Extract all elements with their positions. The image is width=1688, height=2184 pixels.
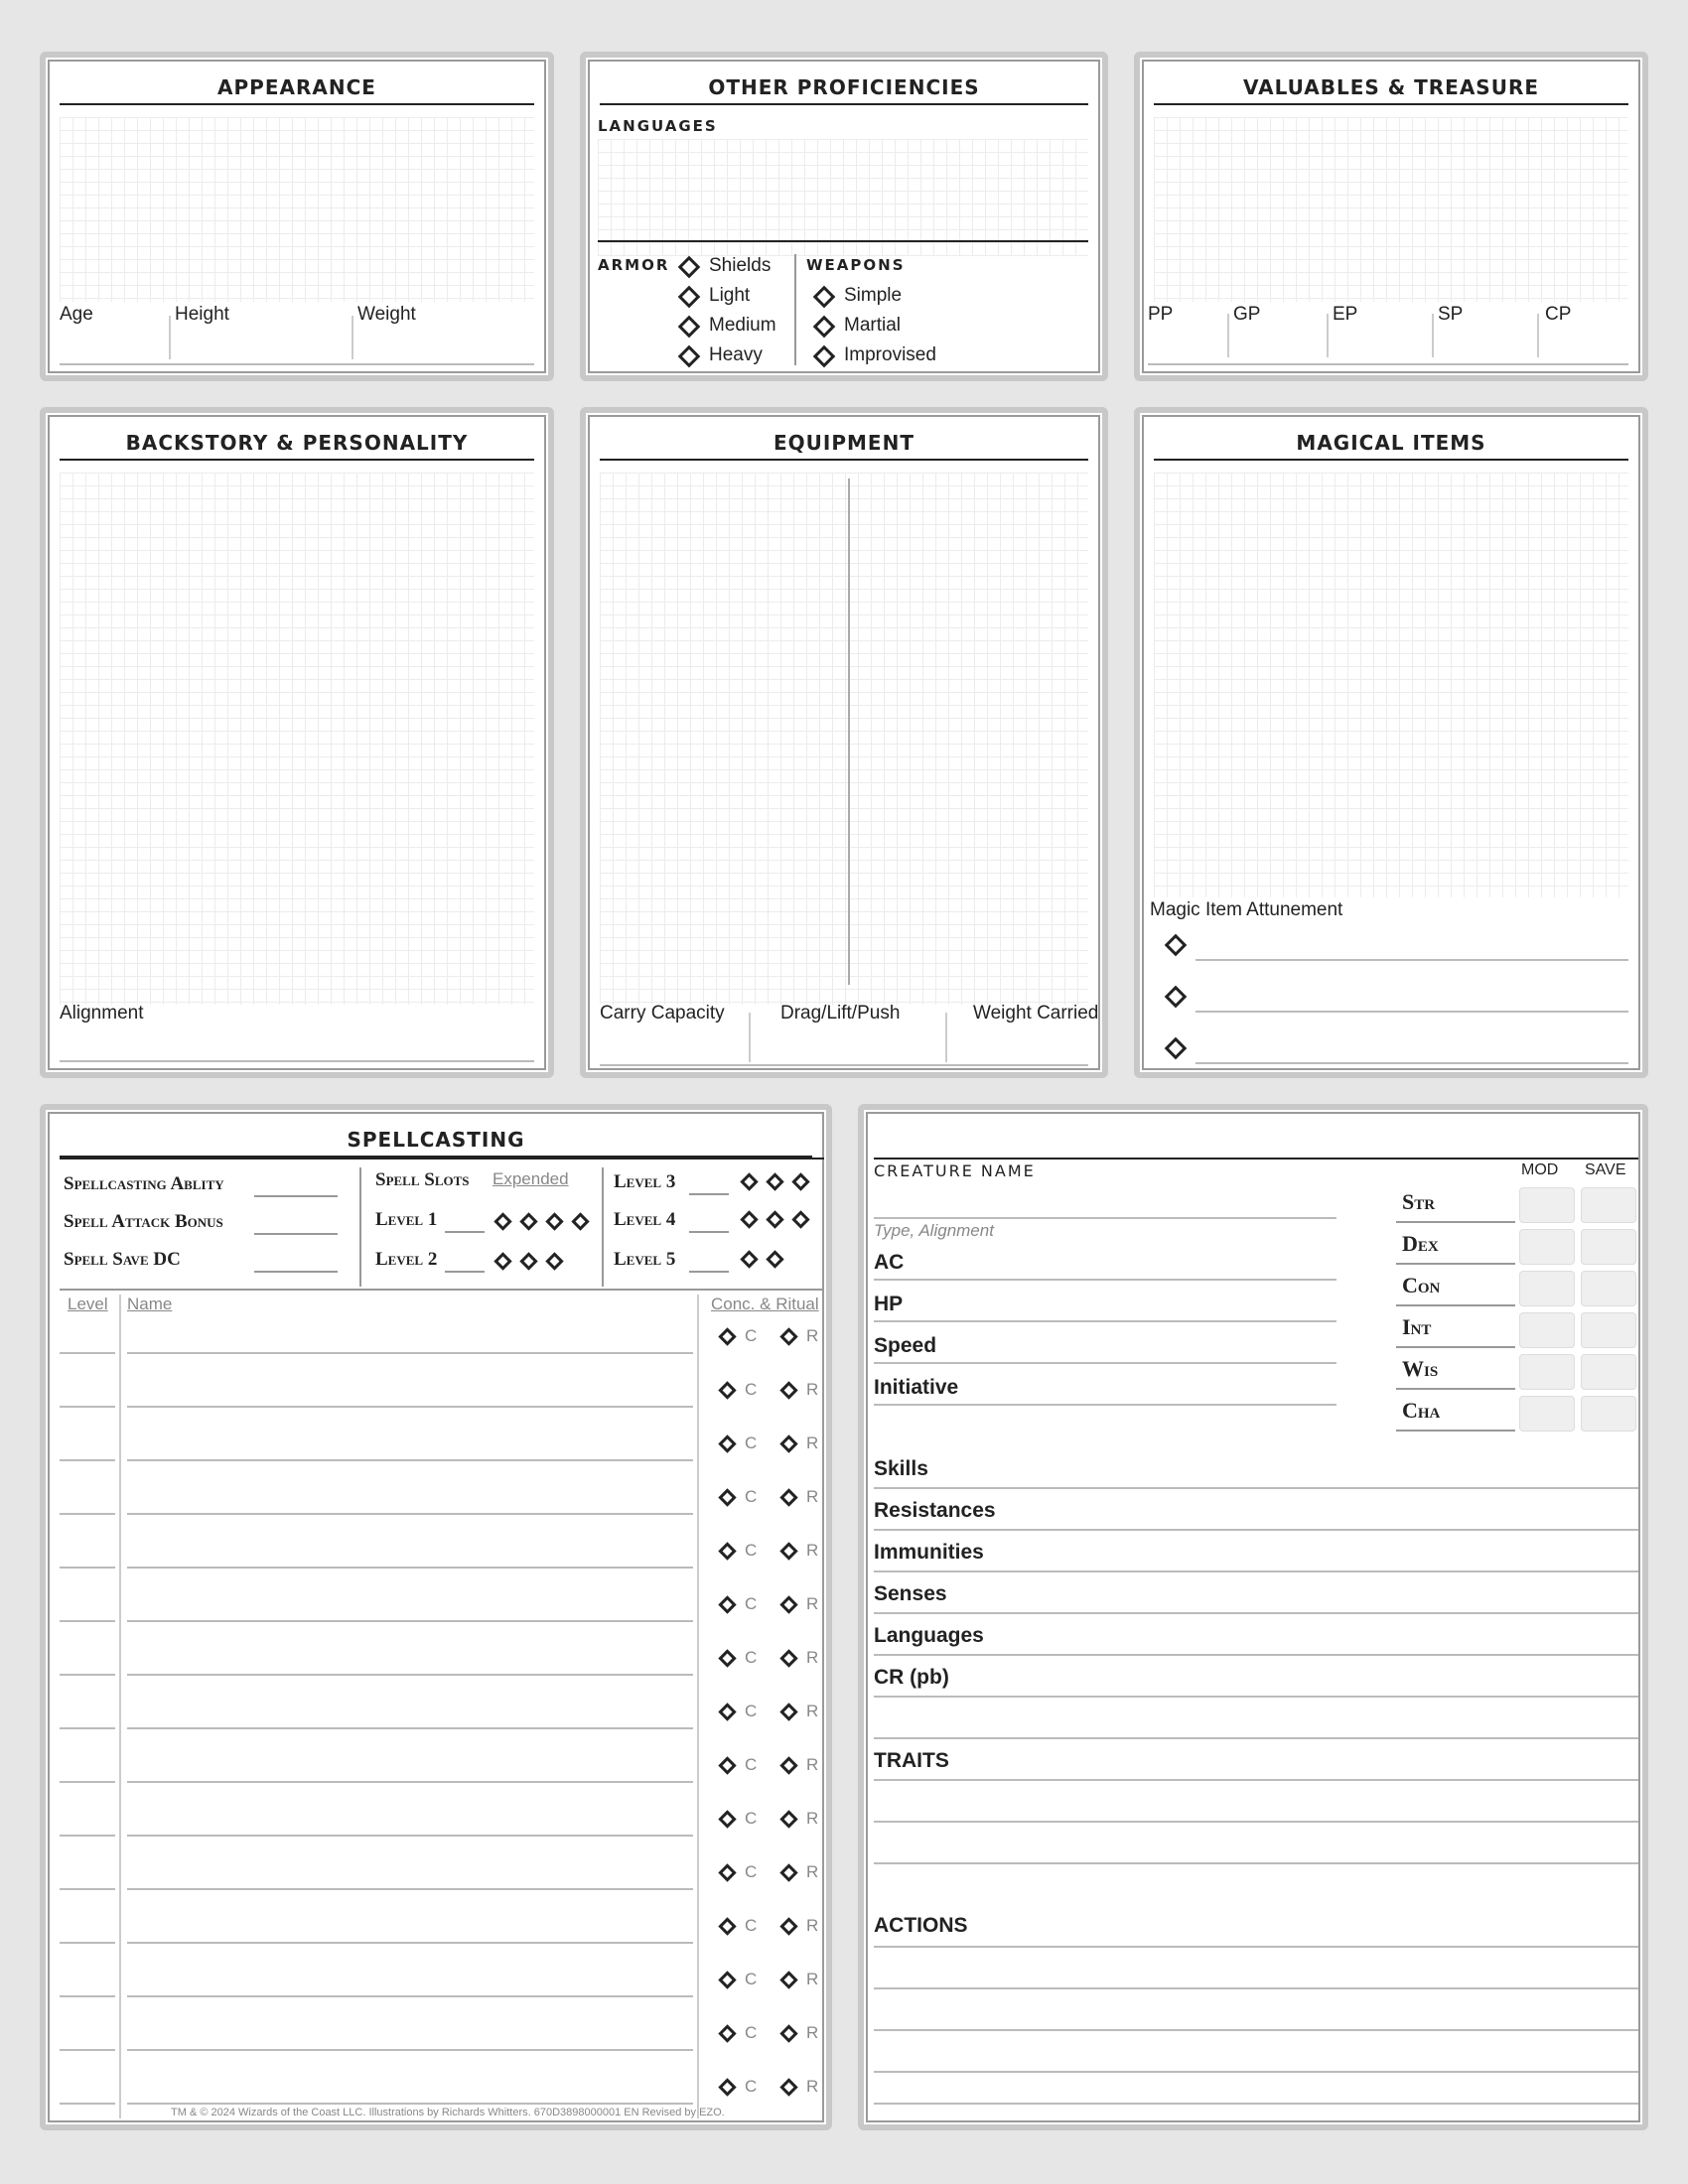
ritual-checkbox[interactable] [779, 1327, 797, 1345]
expended-label: Expended [492, 1169, 569, 1188]
ritual-label: R [806, 1433, 819, 1452]
concentration-label: C [745, 1862, 758, 1881]
languages-divider [598, 240, 1088, 242]
spell-level-field[interactable] [60, 1620, 115, 1622]
ability-underline [1396, 1221, 1515, 1223]
ritual-label: R [806, 1702, 819, 1720]
ability-mod-field[interactable] [1519, 1354, 1575, 1390]
ability-int-label: Int [1402, 1314, 1432, 1339]
ability-save-field[interactable] [1581, 1229, 1636, 1265]
attunement-checkbox[interactable] [1165, 986, 1188, 1009]
concentration-label: C [745, 1541, 758, 1560]
equipment-grid[interactable] [600, 473, 1088, 1005]
spell-slots-label: Spell Slots [375, 1169, 470, 1190]
creature-top-rule [874, 1158, 1638, 1160]
column-name-header: Name [127, 1295, 173, 1313]
spell-name-field[interactable] [127, 1459, 693, 1461]
skills-label: Skills [874, 1457, 928, 1480]
concentration-label: C [745, 1809, 758, 1828]
spell-slot-checkbox[interactable] [766, 1250, 783, 1268]
concentration-checkbox[interactable] [718, 1595, 736, 1613]
spell-slot-checkbox[interactable] [791, 1172, 809, 1190]
ritual-checkbox[interactable] [779, 1595, 797, 1613]
concentration-checkbox[interactable] [718, 1703, 736, 1720]
divider [1432, 314, 1434, 357]
divider [359, 1167, 361, 1287]
concentration-checkbox[interactable] [718, 1971, 736, 1988]
level-2-label: Level 2 [375, 1249, 438, 1270]
heavy-armor-label: Heavy [709, 344, 763, 365]
ritual-checkbox[interactable] [779, 1703, 797, 1720]
action-line[interactable] [874, 2103, 1638, 2105]
divider [169, 316, 171, 359]
spell-slot-checkbox[interactable] [740, 1210, 758, 1228]
weapons-label: WEAPONS [806, 256, 906, 274]
height-label: Height [175, 304, 229, 325]
concentration-checkbox[interactable] [718, 1488, 736, 1506]
spell-slot-checkbox[interactable] [493, 1212, 511, 1230]
ritual-checkbox[interactable] [779, 1488, 797, 1506]
coin-field-line[interactable] [1148, 363, 1628, 365]
coin-gp-label: GP [1233, 304, 1261, 325]
ability-cha-label: Cha [1402, 1398, 1441, 1423]
concentration-checkbox[interactable] [718, 1327, 736, 1345]
appearance-title: APPEARANCE [60, 69, 534, 105]
spell-level-field[interactable] [60, 1459, 115, 1461]
ability-save-field[interactable] [1581, 1354, 1636, 1390]
resistances-field[interactable] [874, 1529, 1638, 1531]
backstory-panel [40, 407, 554, 1078]
spell-level-field[interactable] [60, 1513, 115, 1515]
spell-slot-checkbox[interactable] [519, 1252, 537, 1270]
coin-cp-label: CP [1545, 304, 1572, 325]
concentration-label: C [745, 2023, 758, 2042]
spell-level-field[interactable] [60, 1406, 115, 1408]
column-level-header: Level [68, 1295, 108, 1313]
skills-field[interactable] [874, 1487, 1638, 1489]
concentration-checkbox[interactable] [718, 1434, 736, 1452]
languages-label: Languages [874, 1624, 984, 1647]
alignment-label: Alignment [60, 1003, 144, 1024]
concentration-label: C [745, 1326, 758, 1345]
divider [945, 1013, 947, 1062]
equipment-field-line[interactable] [600, 1064, 1088, 1066]
speed-label: Speed [874, 1334, 937, 1357]
attunement-label: Magic Item Attunement [1150, 899, 1343, 920]
spell-save-dc-label: Spell Save DC [64, 1249, 181, 1270]
spell-name-field[interactable] [127, 1995, 693, 1997]
valuables-panel [1134, 52, 1648, 381]
concentration-checkbox[interactable] [718, 1649, 736, 1667]
traits-label: TRAITS [874, 1749, 949, 1772]
martial-weapon-label: Martial [844, 315, 902, 336]
ritual-label: R [806, 2077, 819, 2096]
languages-grid[interactable] [598, 139, 1088, 256]
concentration-label: C [745, 1648, 758, 1667]
ritual-checkbox[interactable] [779, 2078, 797, 2096]
resistances-label: Resistances [874, 1499, 996, 1522]
spell-name-field[interactable] [127, 1942, 693, 1944]
concentration-checkbox[interactable] [718, 1381, 736, 1399]
concentration-label: C [745, 1380, 758, 1399]
armor-label: ARMOR [598, 256, 670, 274]
backstory-grid[interactable] [60, 473, 534, 1005]
spell-level-field[interactable] [60, 1995, 115, 1997]
ability-underline [1396, 1263, 1515, 1265]
ritual-label: R [806, 1916, 819, 1935]
spell-attack-bonus-field[interactable] [254, 1233, 338, 1235]
ritual-label: R [806, 1862, 819, 1881]
concentration-label: C [745, 1487, 758, 1506]
ability-underline [1396, 1346, 1515, 1348]
attunement-line[interactable] [1196, 959, 1628, 961]
divider [602, 1167, 604, 1287]
ritual-label: R [806, 1380, 819, 1399]
ability-save-field[interactable] [1581, 1187, 1636, 1223]
hp-label: HP [874, 1293, 904, 1315]
spell-name-field[interactable] [127, 1835, 693, 1837]
ritual-checkbox[interactable] [779, 1917, 797, 1935]
spell-slot-checkbox[interactable] [493, 1252, 511, 1270]
spell-name-field[interactable] [127, 1727, 693, 1729]
spell-slot-checkbox[interactable] [519, 1212, 537, 1230]
divider [794, 254, 796, 365]
attunement-line[interactable] [1196, 1011, 1628, 1013]
coin-sp-label: SP [1438, 304, 1464, 325]
spell-slot-checkbox[interactable] [740, 1172, 758, 1190]
valuables-title: VALUABLES & TREASURE [1154, 69, 1628, 105]
ritual-checkbox[interactable] [779, 1810, 797, 1828]
improvised-weapon-label: Improvised [844, 344, 936, 365]
ability-save-field[interactable] [1581, 1396, 1636, 1432]
appearance-panel [40, 52, 554, 381]
slot-field[interactable] [689, 1271, 729, 1273]
copyright-footer: TM & © 2024 Wizards of the Coast LLC. Illustrations by Richards Whitters. 670D3898000001 EN Revised by EZO. [171, 2107, 725, 2118]
concentration-checkbox[interactable] [718, 1863, 736, 1881]
action-line[interactable] [874, 1987, 1638, 1989]
concentration-label: C [745, 1433, 758, 1452]
equipment-panel [580, 407, 1108, 1078]
medium-armor-label: Medium [709, 315, 776, 336]
ritual-checkbox[interactable] [779, 1381, 797, 1399]
spell-name-field[interactable] [127, 1781, 693, 1783]
coin-ep-label: EP [1333, 304, 1358, 325]
ability-save-field[interactable] [1581, 1312, 1636, 1348]
level-1-label: Level 1 [375, 1209, 438, 1230]
carry-capacity-label: Carry Capacity [600, 1003, 725, 1024]
simple-weapon-checkbox[interactable] [813, 286, 836, 309]
spell-name-field[interactable] [127, 1352, 693, 1354]
immunities-field[interactable] [874, 1570, 1638, 1572]
valuables-grid[interactable] [1154, 117, 1628, 302]
concentration-label: C [745, 2077, 758, 2096]
ritual-checkbox[interactable] [779, 1542, 797, 1560]
languages-label: LANGUAGES [598, 117, 718, 135]
spell-slot-checkbox[interactable] [545, 1212, 563, 1230]
martial-weapon-checkbox[interactable] [813, 316, 836, 339]
divider [119, 1295, 121, 2118]
other-proficiencies-title: OTHER PROFICIENCIES [600, 69, 1088, 105]
spell-name-field[interactable] [127, 1888, 693, 1890]
ritual-checkbox[interactable] [779, 1971, 797, 1988]
divider [352, 316, 353, 359]
concentration-label: C [745, 1916, 758, 1935]
appearance-field-line[interactable] [60, 363, 534, 365]
action-line[interactable] [874, 2071, 1638, 2073]
spell-name-field[interactable] [127, 1567, 693, 1569]
spell-name-field[interactable] [127, 1674, 693, 1676]
magical-items-grid[interactable] [1154, 473, 1628, 897]
medium-armor-checkbox[interactable] [678, 316, 701, 339]
ability-mod-field[interactable] [1519, 1312, 1575, 1348]
weight-carried-label: Weight Carried [973, 1003, 1099, 1024]
spell-slot-checkbox[interactable] [571, 1212, 589, 1230]
immunities-label: Immunities [874, 1541, 984, 1564]
languages-field[interactable] [874, 1654, 1638, 1656]
ac-field[interactable] [874, 1279, 1336, 1281]
spell-slot-checkbox[interactable] [766, 1172, 783, 1190]
concentration-label: C [745, 1594, 758, 1613]
ritual-checkbox[interactable] [779, 1756, 797, 1774]
initiative-field[interactable] [874, 1404, 1336, 1406]
attunement-checkbox[interactable] [1165, 1037, 1188, 1060]
concentration-checkbox[interactable] [718, 1756, 736, 1774]
ritual-label: R [806, 1809, 819, 1828]
magical-items-title: MAGICAL ITEMS [1154, 425, 1628, 461]
ability-wis-label: Wis [1402, 1356, 1439, 1381]
ability-str-label: Str [1402, 1189, 1436, 1214]
spell-name-field[interactable] [127, 1406, 693, 1408]
concentration-label: C [745, 1970, 758, 1988]
spell-level-field[interactable] [60, 1942, 115, 1944]
ritual-label: R [806, 1326, 819, 1345]
shields-checkbox[interactable] [678, 256, 701, 279]
drag-lift-push-label: Drag/Lift/Push [780, 1003, 901, 1024]
ritual-checkbox[interactable] [779, 1649, 797, 1667]
ability-save-field[interactable] [1581, 1271, 1636, 1306]
header-bottom [60, 1289, 824, 1291]
spell-slot-checkbox[interactable] [740, 1250, 758, 1268]
ritual-label: R [806, 2023, 819, 2042]
other-proficiencies-panel [580, 52, 1108, 381]
spellcasting-panel [40, 1104, 832, 2130]
spell-level-field[interactable] [60, 1674, 115, 1676]
concentration-label: C [745, 1755, 758, 1774]
ritual-label: R [806, 1755, 819, 1774]
spellcasting-ability-field[interactable] [254, 1195, 338, 1197]
trait-line[interactable] [874, 1779, 1638, 1781]
spell-slot-checkbox[interactable] [545, 1252, 563, 1270]
appearance-grid[interactable] [60, 117, 534, 302]
spell-level-field[interactable] [60, 1888, 115, 1890]
divider [1327, 314, 1329, 357]
type-alignment-label: Type, Alignment [874, 1221, 994, 1240]
light-armor-checkbox[interactable] [678, 286, 701, 309]
slot-field[interactable] [689, 1231, 729, 1233]
slot-field[interactable] [445, 1231, 485, 1233]
mod-header: MOD [1521, 1161, 1559, 1178]
trait-line[interactable] [874, 1862, 1638, 1864]
attunement-line[interactable] [1196, 1062, 1628, 1064]
light-armor-label: Light [709, 285, 751, 306]
spell-slot-checkbox[interactable] [766, 1210, 783, 1228]
ability-mod-field[interactable] [1519, 1396, 1575, 1432]
ritual-checkbox[interactable] [779, 1863, 797, 1881]
column-conc-ritual-header: Conc. & Ritual [711, 1295, 819, 1313]
ritual-label: R [806, 1648, 819, 1667]
concentration-checkbox[interactable] [718, 1810, 736, 1828]
initiative-label: Initiative [874, 1376, 959, 1399]
spellcasting-title: SPELLCASTING [60, 1122, 812, 1158]
equipment-title: EQUIPMENT [600, 425, 1088, 461]
cr-label: CR (pb) [874, 1666, 949, 1689]
attunement-checkbox[interactable] [1165, 934, 1188, 957]
spell-level-field[interactable] [60, 1727, 115, 1729]
header-divider [60, 1158, 824, 1160]
spell-name-field[interactable] [127, 1620, 693, 1622]
shields-label: Shields [709, 255, 772, 276]
divider [749, 1013, 751, 1062]
creature-name-label: CREATURE NAME [874, 1161, 1036, 1180]
level-4-label: Level 4 [614, 1209, 676, 1230]
magical-items-panel [1134, 407, 1648, 1078]
speed-field[interactable] [874, 1362, 1336, 1364]
divider [1537, 314, 1539, 357]
spell-slot-checkbox[interactable] [791, 1210, 809, 1228]
ability-dex-label: Dex [1402, 1231, 1439, 1256]
concentration-checkbox[interactable] [718, 2078, 736, 2096]
ritual-checkbox[interactable] [779, 1434, 797, 1452]
spell-name-field[interactable] [127, 1513, 693, 1515]
ritual-checkbox[interactable] [779, 2024, 797, 2042]
alignment-field-line[interactable] [60, 1060, 534, 1062]
ability-mod-field[interactable] [1519, 1187, 1575, 1223]
spell-name-field[interactable] [127, 2049, 693, 2051]
backstory-title: BACKSTORY & PERSONALITY [60, 425, 534, 461]
spell-level-field[interactable] [60, 2049, 115, 2051]
ability-con-label: Con [1402, 1273, 1441, 1297]
spell-save-dc-field[interactable] [254, 1271, 338, 1273]
spell-attack-bonus-label: Spell Attack Bonus [64, 1211, 223, 1232]
improvised-weapon-checkbox[interactable] [813, 345, 836, 368]
spellcasting-ability-label: Spellcasting Ablity [64, 1173, 224, 1194]
coin-pp-label: PP [1148, 304, 1174, 325]
creature-name-field[interactable] [874, 1217, 1336, 1219]
slot-field[interactable] [689, 1193, 729, 1195]
heavy-armor-checkbox[interactable] [678, 345, 701, 368]
senses-label: Senses [874, 1582, 947, 1605]
action-line[interactable] [874, 1946, 1638, 1948]
divider [697, 1295, 699, 2118]
equipment-column-divider [848, 478, 850, 985]
cr-field[interactable] [874, 1696, 1638, 1698]
concentration-checkbox[interactable] [718, 1542, 736, 1560]
spell-level-field[interactable] [60, 1352, 115, 1354]
action-line[interactable] [874, 2029, 1638, 2031]
spell-level-field[interactable] [60, 1781, 115, 1783]
blank-line[interactable] [874, 1737, 1638, 1739]
ability-underline [1396, 1304, 1515, 1306]
level-5-label: Level 5 [614, 1249, 676, 1270]
ability-underline [1396, 1430, 1515, 1432]
hp-field[interactable] [874, 1320, 1336, 1322]
spell-level-field[interactable] [60, 2103, 115, 2105]
ability-mod-field[interactable] [1519, 1271, 1575, 1306]
ritual-label: R [806, 1541, 819, 1560]
ac-label: AC [874, 1251, 905, 1274]
creature-panel [858, 1104, 1648, 2130]
save-header: SAVE [1585, 1161, 1626, 1178]
ritual-label: R [806, 1594, 819, 1613]
concentration-checkbox[interactable] [718, 1917, 736, 1935]
weight-label: Weight [357, 304, 416, 325]
slot-field[interactable] [445, 1271, 485, 1273]
spell-name-field[interactable] [127, 2103, 693, 2105]
concentration-checkbox[interactable] [718, 2024, 736, 2042]
concentration-label: C [745, 1702, 758, 1720]
spell-level-field[interactable] [60, 1567, 115, 1569]
actions-label: ACTIONS [874, 1914, 968, 1937]
spell-level-field[interactable] [60, 1835, 115, 1837]
ability-mod-field[interactable] [1519, 1229, 1575, 1265]
divider [1227, 314, 1229, 357]
trait-line[interactable] [874, 1821, 1638, 1823]
level-3-label: Level 3 [614, 1171, 676, 1192]
senses-field[interactable] [874, 1612, 1638, 1614]
ability-underline [1396, 1388, 1515, 1390]
age-label: Age [60, 304, 93, 325]
ritual-label: R [806, 1970, 819, 1988]
ritual-label: R [806, 1487, 819, 1506]
simple-weapon-label: Simple [844, 285, 903, 306]
